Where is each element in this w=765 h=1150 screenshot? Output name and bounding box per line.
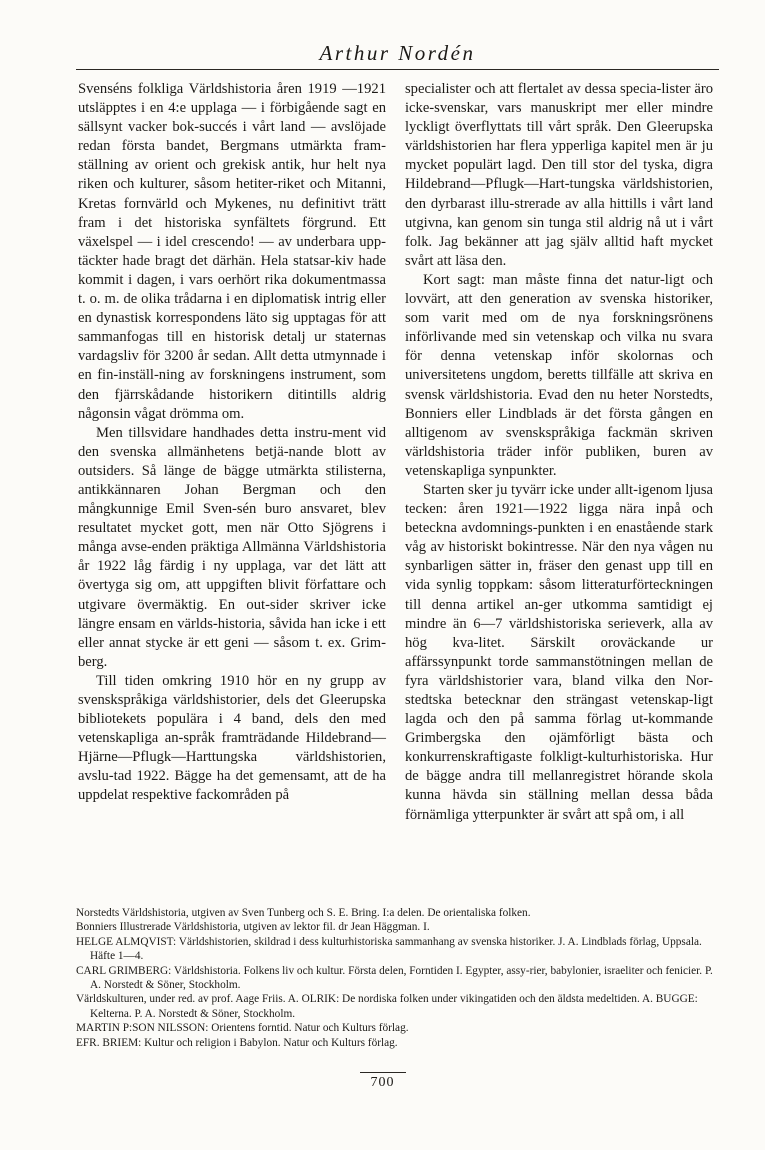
right-column [405, 80, 713, 825]
paragraph: Men tillsvidare handhades detta instru-ment vid den svenska allmänhetens betjä-nande blott av outsiders. Så länge de bägge utmärkta stilisterna, antikkännaren Johan Bergman och den mångkunnige Emil Sven-sén buro ansvaret, blev resultatet mycket gott, men när Otto Sjögrens i många avse-enden präktiga Allmänna Världshistoria år 1922 låg färdig i ny upplaga, var det lätt att övertyga sig om, att uppgiften blivit författare och utgivare övermäktig. En out-sider skriver icke längre ensam en världs-historia, såvida han icke i ett eller annat stycke är ett geni — såsom t. ex. Grim-berg. [78, 424, 386, 670]
footnote: EFR. BRIEM: Kultur och religion i Babylon. Natur och Kulturs förlag. [76, 1036, 398, 1049]
paragraph: specialister och att flertalet av dessa specia-lister äro icke-svenskar, vars manuskript mer eller mindre lyckligt överflyttats till vårt språk. Den Gleerupska världshistorien har flera ypperliga kapitel men är ju mycket populärt lagd. Den till stor del tyska, digra Hildebrand—Pflugk—Hart-tungska världshistorien, den dyrbarast illu-strerade av alla hittills i vårt land utgivna, kan genom sin tunga stil aldrig nå ut i vårt folk. Jag bekänner att jag själv alltid haft mycket svårt att läsa den. [405, 81, 713, 269]
page-number-rule [360, 1072, 406, 1073]
footnote: CARL GRIMBERG: Världshistoria. Folkens liv och kultur. Första delen, Forntiden I. Egypter, assy-rier, babylonier, israeliter och fenicier. P. A. Norstedt & Söner, Stockholm. [76, 964, 713, 992]
paragraph: Kort sagt: man måste finna det natur-ligt och lovvärt, att den generation av svenska historiker, som varit med om de nya forskningsrönens införlivande med sin vetenskap och vilka nu svara för denna vetenskap inför skolornas och universitetens ungdom, beretts tillfälle att skriva en svensk världshistoria. Evad den nu heter Norstedts, Bonniers eller Lindblads är det första gången en alltigenom av svenskspråkiga fackmän skriven världshistoria träder inför publiken, buren av vetenskapliga synpunkter. [405, 271, 713, 479]
footnote: MARTIN P:SON NILSSON: Orientens forntid. Natur och Kulturs förlag. [76, 1022, 409, 1035]
paragraph: Till tiden omkring 1910 hör en ny grupp av svenskspråkiga världshistorier, dels det Gleerupska bibliotekets populära i 4 band, dels den med vetenskapliga an-språk framträdande Hildebrand—Hjärne—Pflugk—Harttungska världshistorien, avslu-tad 1922. Bägge ha det gemensamt, att de ha uppdelat respektive fackområden på [78, 672, 386, 804]
footnote: Bonniers Illustrerade Världshistoria, utgiven av lektor fil. dr Jean Häggman. I. [76, 921, 430, 934]
bibliography-footnotes [76, 906, 720, 1050]
paragraph: Starten sker ju tyvärr icke under allt-igenom ljusa tecken: åren 1921—1922 ligga nära inpå och beteckna avdomnings-punkten i en enastående stark våg av historiskt bokintresse. När den nya vågen nu synbarligen sätter in, fräser den genast upp till en vida synlig toppkam: såsom litteraturförteckningen till denna artikel an-ger utkomma samtidigt ej mindre än 6—7 världshistoriska serieverk, alla av hög kva-litet. Särskilt oroväckande ur affärssynpunkt torde sammanstötningen mellan de fyra världshistorier vara, bland vilka den Nor-stedtska betecknar den strängast vetenskap-ligt lagda och den på samma förlag ut-kommande Grimbergska den ojämförligt bästa och konkurrenskraftigaste folkligt-kulturhistoriska. Hur de bägge andra till mellanregistret hörande skola kunna hävda sin ställning mellan dessa båda förnämliga ytterpunkter är svårt att spå om, i all [405, 481, 713, 823]
body-columns [78, 80, 720, 895]
running-header-title: Arthur Nordén [319, 41, 476, 65]
running-header [76, 36, 719, 70]
left-column [78, 80, 386, 806]
paragraph: Svenséns folkliga Världshistoria åren 1919 —1921 utsläpptes i en 4:e upplaga — i förbigående sagt en sällsynt vacker bok-succés i vårt land — avslöjade redan första bandet, Bergmans utmärkta fram-ställning av orient och grekisk antik, hur helt nya riken och kulturer, såsom hetiter-riket och Mitanni, Kretas fornvärld och Mykenes, nu definitivt trätt fram i det historiska synfältets förgrund. Ett växelspel — i idel crescendo! — av underbara upp-täckter hade bragt det därhän. Hela statsar-kiv hade kommit i dagen, i vars oerhört rika dokumentmassa t. o. m. de olika trådarna i en diplomatisk intrig eller en dynastisk korrespondens läto sig upptagas för att sammanfogas till en historisk detalj ur staternas vardagsliv för 3200 år sedan. Allt detta utmynnade i en fin-inställ-ning av forskningens instrument, som den fjärrskådande historikern ditintills aldrig någonsin vågat drömma om. [78, 81, 386, 422]
footnote: Norstedts Världshistoria, utgiven av Sven Tunberg och S. E. Bring. I:a delen. De orientaliska folken. [76, 907, 531, 919]
footnote: HELGE ALMQVIST: Världshistorien, skildrad i dess kulturhistoriska sammanhang av svenska historiker. J. A. Lindblads förlag, Uppsala. Häfte 1—4. [76, 935, 702, 963]
page-number: 700 [370, 1075, 395, 1090]
footnote: Världskulturen, under red. av prof. Aage Friis. A. OLRIK: De nordiska folken under vikingatiden och den äldsta medeltiden. A. BUGGE: Kelterna. P. A. Norstedt & Söner, Stockholm. [76, 993, 698, 1020]
header-rule [76, 69, 719, 70]
